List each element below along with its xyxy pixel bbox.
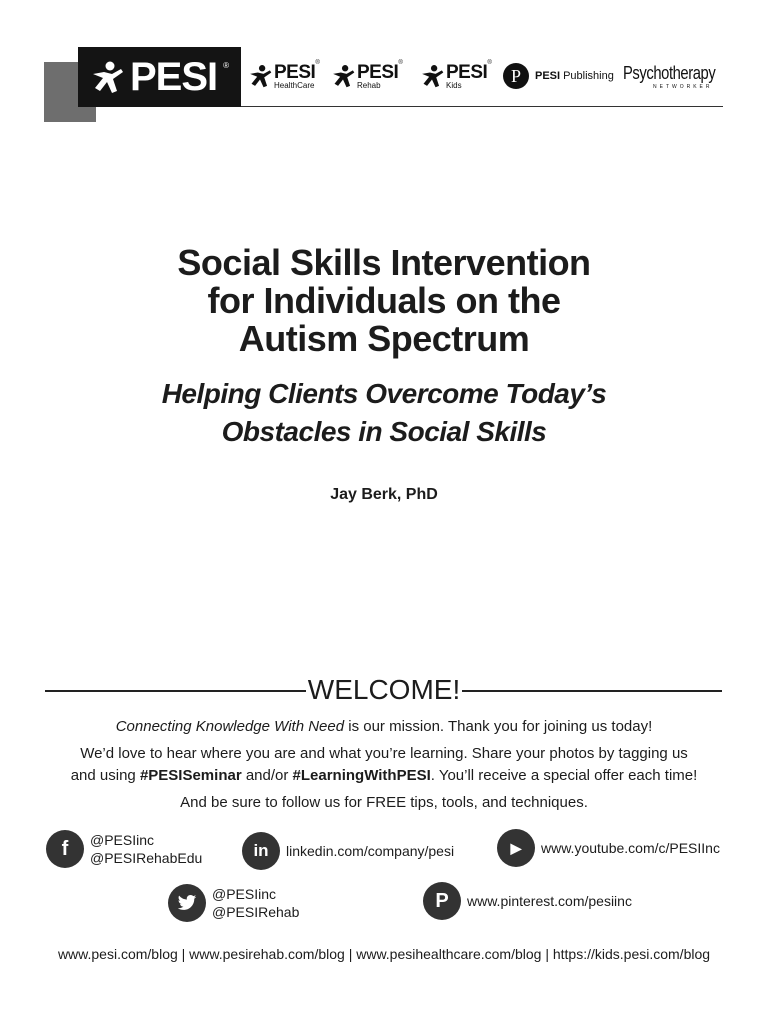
logo-word: PESI xyxy=(357,61,399,83)
document-title xyxy=(0,244,768,358)
pinterest-icon: P xyxy=(423,882,461,920)
pesi-healthcare-logo xyxy=(248,56,320,96)
psychotherapy-word: Psychotherapy xyxy=(623,62,716,83)
title-line: Social Skills Intervention xyxy=(177,242,591,283)
mission-line xyxy=(0,716,768,738)
twitter-icon xyxy=(168,884,206,922)
registered-mark: ® xyxy=(487,60,492,66)
publishing-bold: PESI xyxy=(535,70,561,82)
linkedin-icon: in xyxy=(242,832,280,870)
share-line-2 xyxy=(0,765,768,787)
youtube-link[interactable] xyxy=(497,829,720,867)
linkedin-url: linkedin.com/company/pesi xyxy=(286,843,455,859)
figure-icon xyxy=(420,63,444,89)
youtube-url: www.youtube.com/c/PESIInc xyxy=(541,840,720,856)
twitter-handle: @PESIRehab xyxy=(212,904,300,920)
share-text: . You’ll receive a special offer each time! xyxy=(430,767,698,784)
registered-mark: ® xyxy=(223,61,230,70)
figure-icon xyxy=(248,63,272,89)
facebook-handle: @PESIRehabEdu xyxy=(90,850,203,866)
share-text: and using xyxy=(70,767,140,784)
title-line: Autism Spectrum xyxy=(238,318,530,359)
linkedin-link[interactable] xyxy=(242,832,454,870)
mission-rest: is our mission. Thank you for joining us today! xyxy=(344,718,653,735)
figure-icon xyxy=(331,63,355,89)
hashtag-pesiseminar: #PESISeminar xyxy=(139,767,242,784)
blog-links[interactable]: www.pesi.com/blog | www.pesirehab.com/blog | www.pesihealthcare.com/blog | https://kids.pesi.com/blog xyxy=(57,946,711,962)
pesi-logo-text: PESI xyxy=(129,54,218,99)
welcome-heading xyxy=(0,674,768,706)
share-line-1: We’d love to hear where you are and what you’re learning. Share your photos by tagging us xyxy=(80,745,688,762)
facebook-handle: @PESIinc xyxy=(90,832,155,848)
pinterest-url: www.pinterest.com/pesiinc xyxy=(467,893,632,909)
header-rule xyxy=(241,106,723,107)
hashtag-learningwithpesi: #LearningWithPESI xyxy=(292,767,431,784)
logo-word: PESI xyxy=(446,61,488,83)
publishing-p-icon: P xyxy=(503,63,529,89)
pesi-rehab-logo xyxy=(331,56,403,96)
pesi-logo xyxy=(78,47,241,107)
networker-word: NETWORKER xyxy=(653,83,713,90)
document-subtitle xyxy=(0,375,768,451)
subtitle-line: Helping Clients Overcome Today’s xyxy=(161,378,607,409)
facebook-link[interactable] xyxy=(46,830,202,868)
logo-word: PESI xyxy=(274,61,316,83)
pesi-kids-logo xyxy=(420,56,492,96)
facebook-icon: f xyxy=(46,830,84,868)
pesi-figure-icon xyxy=(90,60,124,94)
welcome-text: WELCOME! xyxy=(307,674,461,705)
follow-line: And be sure to follow us for FREE tips, tools, and techniques. xyxy=(180,794,588,811)
pesi-publishing-logo xyxy=(503,56,614,96)
twitter-link[interactable] xyxy=(168,884,299,922)
logo-sub: Kids xyxy=(446,80,462,90)
registered-mark: ® xyxy=(315,60,320,66)
subtitle-line: Obstacles in Social Skills xyxy=(221,416,547,447)
share-text: and/or xyxy=(241,767,293,784)
logo-sub: HealthCare xyxy=(274,80,315,90)
title-line: for Individuals on the xyxy=(207,280,561,321)
twitter-bird-icon xyxy=(177,894,197,912)
youtube-icon: ▶ xyxy=(497,829,535,867)
logo-sub: Rehab xyxy=(357,80,381,90)
registered-mark: ® xyxy=(398,60,403,66)
publishing-rest: Publishing xyxy=(563,70,614,82)
pinterest-link[interactable] xyxy=(423,882,632,920)
mission-italic: Connecting Knowledge With Need xyxy=(115,718,345,735)
author-name: Jay Berk, PhD xyxy=(330,486,438,503)
twitter-handle: @PESIinc xyxy=(212,886,277,902)
psychotherapy-networker-logo xyxy=(623,56,736,96)
